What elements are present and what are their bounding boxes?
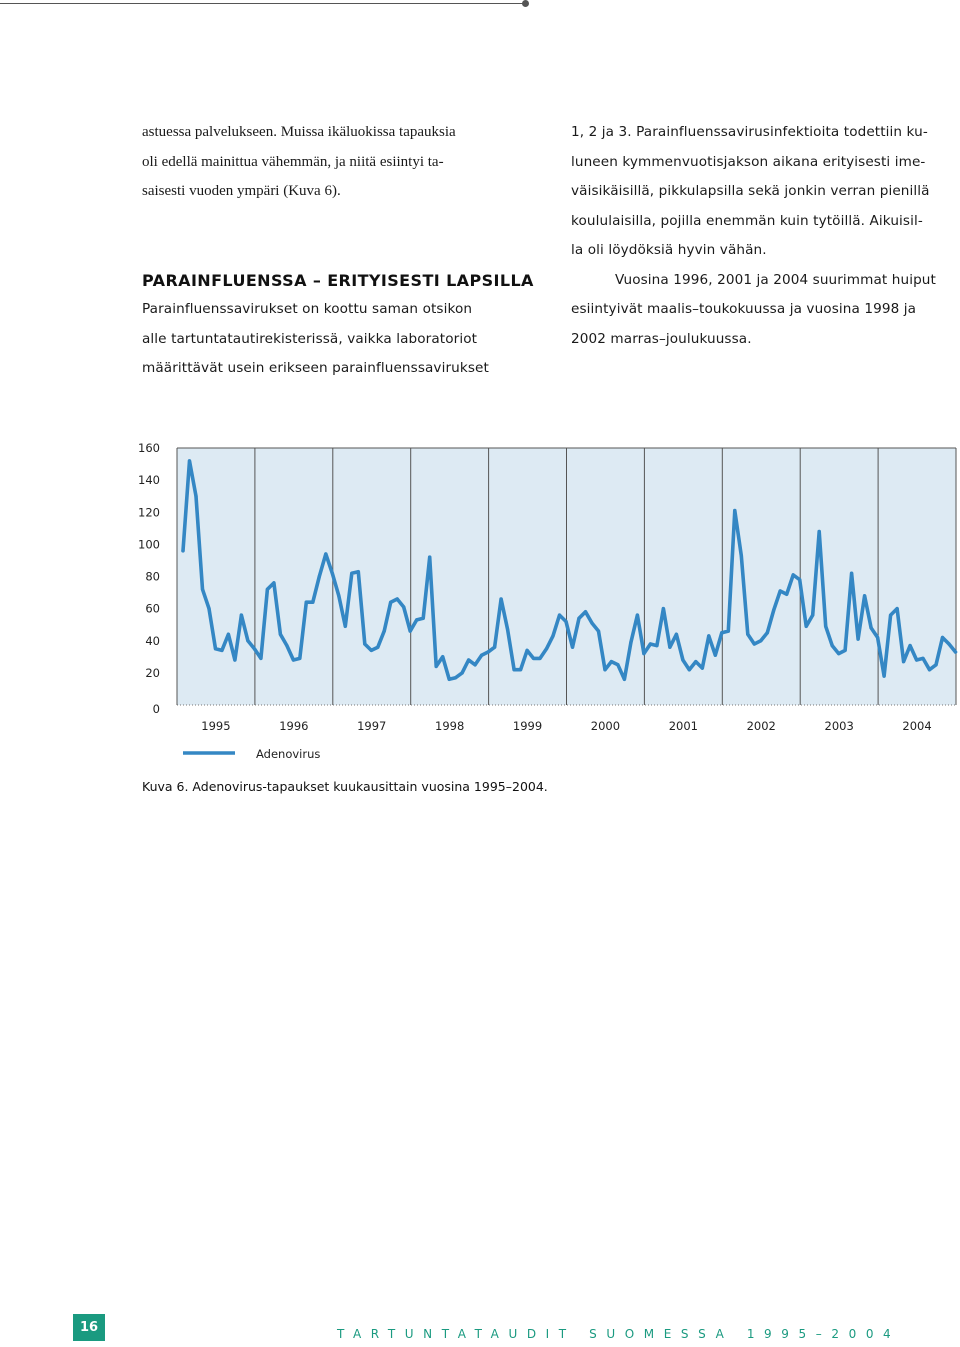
data-point (642, 652, 645, 655)
data-point (337, 594, 340, 597)
right-paragraph-2 (571, 266, 960, 355)
y-tick-label: 140 (138, 473, 160, 488)
left-paragraph-1 (142, 118, 534, 207)
data-point (636, 614, 639, 617)
data-point (857, 638, 860, 641)
y-tick-label: 40 (145, 633, 160, 648)
data-point (584, 610, 587, 613)
data-point (181, 549, 184, 552)
data-point (675, 633, 678, 636)
y-tick-label: 0 (152, 702, 160, 716)
data-point (590, 622, 593, 625)
y-tick-label: 120 (138, 505, 160, 520)
data-point (461, 671, 464, 674)
section-heading: PARAINFLUENSSA – ERITYISESTI LAPSILLA (142, 270, 534, 290)
data-point (532, 657, 535, 660)
data-point (558, 614, 561, 617)
x-tick-label: 2002 (746, 719, 776, 733)
data-point (870, 626, 873, 629)
data-point (292, 658, 295, 661)
data-point (240, 614, 243, 617)
data-point (422, 617, 425, 620)
x-tick-label: 1999 (512, 719, 543, 733)
text-line: väisikäisillä, pikkulapsilla sekä jonkin verran pienillä (571, 183, 930, 199)
data-point (493, 646, 496, 649)
adenovirus-chart (120, 430, 960, 770)
data-point (915, 658, 918, 661)
data-point (805, 625, 808, 628)
data-point (428, 556, 431, 559)
data-point (616, 663, 619, 666)
data-point (266, 588, 269, 591)
data-point (285, 644, 288, 647)
x-tick-label: 1995 (201, 719, 231, 733)
right-column (571, 118, 960, 354)
data-point (649, 642, 652, 645)
top-rule (0, 3, 525, 4)
data-point (629, 641, 632, 644)
data-point (727, 630, 730, 633)
data-point (947, 642, 950, 645)
data-point (467, 658, 470, 661)
data-point (448, 678, 451, 681)
text-line: määrittävät usein erikseen parainfluenssavirukset (142, 360, 489, 376)
data-point (753, 642, 756, 645)
text-line: 2002 marras–joulukuussa. (571, 330, 752, 347)
data-point (811, 614, 814, 617)
data-point (324, 552, 327, 555)
y-tick-label: 100 (138, 537, 160, 552)
data-point (207, 607, 210, 610)
data-point (759, 639, 762, 642)
data-point (350, 572, 353, 575)
data-point (506, 628, 509, 631)
data-point (571, 646, 574, 649)
page-number-box (73, 1314, 105, 1341)
data-point (694, 660, 697, 663)
data-point (850, 572, 853, 575)
data-point (792, 573, 795, 576)
top-rule-dot (522, 0, 529, 7)
text-line: luneen kymmenvuotisjakson aikana erityisesti ime- (571, 153, 926, 170)
data-point (538, 657, 541, 660)
data-point (746, 633, 749, 636)
left-column (142, 118, 534, 384)
data-point (259, 657, 262, 660)
data-point (253, 647, 256, 650)
data-point (896, 607, 899, 610)
x-tick-label: 2001 (668, 719, 698, 733)
data-point (409, 630, 412, 633)
chart-svg (120, 430, 960, 770)
y-tick-label: 60 (145, 601, 160, 616)
data-point (480, 654, 483, 657)
data-point (818, 530, 821, 533)
text-line: saisesti vuoden ympäri (Kuva 6). (142, 183, 341, 199)
data-point (577, 617, 580, 620)
data-point (318, 575, 321, 578)
data-point (331, 572, 334, 575)
left-paragraph-2 (142, 295, 534, 384)
text-line: 1, 2 ja 3. Parainfluenssavirusinfektioita todettiin ku- (571, 124, 928, 140)
text-line: la oli löydöksiä hyvin vähän. (571, 242, 767, 258)
data-point (279, 633, 282, 636)
data-point (305, 601, 308, 604)
data-point (779, 589, 782, 592)
x-tick-label: 2000 (590, 719, 621, 733)
data-point (513, 668, 516, 671)
data-point (740, 554, 743, 557)
data-point (370, 649, 373, 652)
data-point (889, 614, 892, 617)
data-point (733, 509, 736, 512)
data-point (902, 660, 905, 663)
data-point (415, 618, 418, 621)
data-point (863, 594, 866, 597)
data-point (363, 642, 366, 645)
data-point (954, 650, 957, 653)
x-tick-label: 1997 (357, 719, 387, 733)
data-point (519, 668, 522, 671)
data-point (876, 636, 879, 639)
data-point (844, 649, 847, 652)
data-point (928, 668, 931, 671)
data-point (402, 605, 405, 608)
x-tick-label: 2003 (824, 719, 854, 733)
data-point (188, 459, 191, 462)
data-point (623, 678, 626, 681)
data-point (766, 631, 769, 634)
data-point (837, 652, 840, 655)
data-point (545, 647, 548, 650)
data-point (655, 644, 658, 647)
data-point (831, 644, 834, 647)
data-point (610, 660, 613, 663)
data-point (383, 630, 386, 633)
data-point (526, 649, 529, 652)
y-tick-label: 160 (138, 441, 160, 455)
data-point (474, 663, 477, 666)
data-point (298, 657, 301, 660)
data-point (272, 581, 275, 584)
data-point (194, 495, 197, 498)
data-point (941, 636, 944, 639)
data-point (454, 676, 457, 679)
data-point (441, 655, 444, 658)
paragraph-gap (142, 207, 534, 266)
data-point (500, 597, 503, 600)
running-title: TARTUNTATAUDIT SUOMESSA 1995–2004 (337, 1327, 901, 1341)
data-point (603, 668, 606, 671)
data-point (772, 609, 775, 612)
data-point (435, 665, 438, 668)
text-line: koululaisilla, pojilla enemmän kuin tytöillä. Aikuisil- (571, 212, 923, 229)
data-point (785, 593, 788, 596)
text-line: oli edellä mainittua vähemmän, ja niitä esiintyi ta- (142, 153, 444, 170)
text-line: alle tartuntatautirekisterissä, vaikka laboratoriot (142, 330, 478, 347)
data-point (662, 607, 665, 610)
data-point (688, 668, 691, 671)
data-point (389, 601, 392, 604)
data-point (214, 647, 217, 650)
right-paragraph-1 (571, 118, 960, 266)
data-point (487, 650, 490, 653)
data-point (376, 646, 379, 649)
data-point (220, 649, 223, 652)
data-point (934, 663, 937, 666)
data-point (564, 620, 567, 623)
text-line: esiintyivät maalis–toukokuussa ja vuosina 1998 ja (571, 301, 917, 317)
text-line: Vuosina 1996, 2001 ja 2004 suurimmat huiput (615, 271, 936, 288)
page-number: 16 (79, 1320, 99, 1335)
data-point (233, 658, 236, 661)
data-point (701, 667, 704, 670)
data-point (227, 633, 230, 636)
text-line: Parainfluenssavirukset on koottu saman otsikon (142, 301, 473, 317)
data-point (798, 578, 801, 581)
figure-caption: Kuva 6. Adenovirus-tapaukset kuukausittain vuosina 1995–2004. (142, 779, 548, 794)
x-tick-label: 1998 (435, 719, 465, 733)
data-point (714, 654, 717, 657)
data-point (707, 634, 710, 637)
text-line: astuessa palvelukseen. Muissa ikäluokissa tapauksia (142, 124, 456, 140)
data-point (597, 630, 600, 633)
y-tick-label: 80 (145, 569, 160, 584)
data-point (396, 597, 399, 600)
data-point (357, 570, 360, 573)
data-point (909, 644, 912, 647)
x-tick-label: 1996 (279, 719, 309, 733)
data-point (824, 625, 827, 628)
data-point (201, 588, 204, 591)
data-point (344, 625, 347, 628)
data-point (311, 601, 314, 604)
data-point (720, 631, 723, 634)
data-point (551, 634, 554, 637)
x-tick-label: 2004 (902, 719, 932, 733)
data-point (246, 639, 249, 642)
data-point (921, 657, 924, 660)
y-tick-label: 20 (145, 665, 160, 680)
data-point (681, 658, 684, 661)
data-point (668, 646, 671, 649)
legend-label: Adenovirus (256, 747, 321, 761)
data-point (883, 675, 886, 678)
